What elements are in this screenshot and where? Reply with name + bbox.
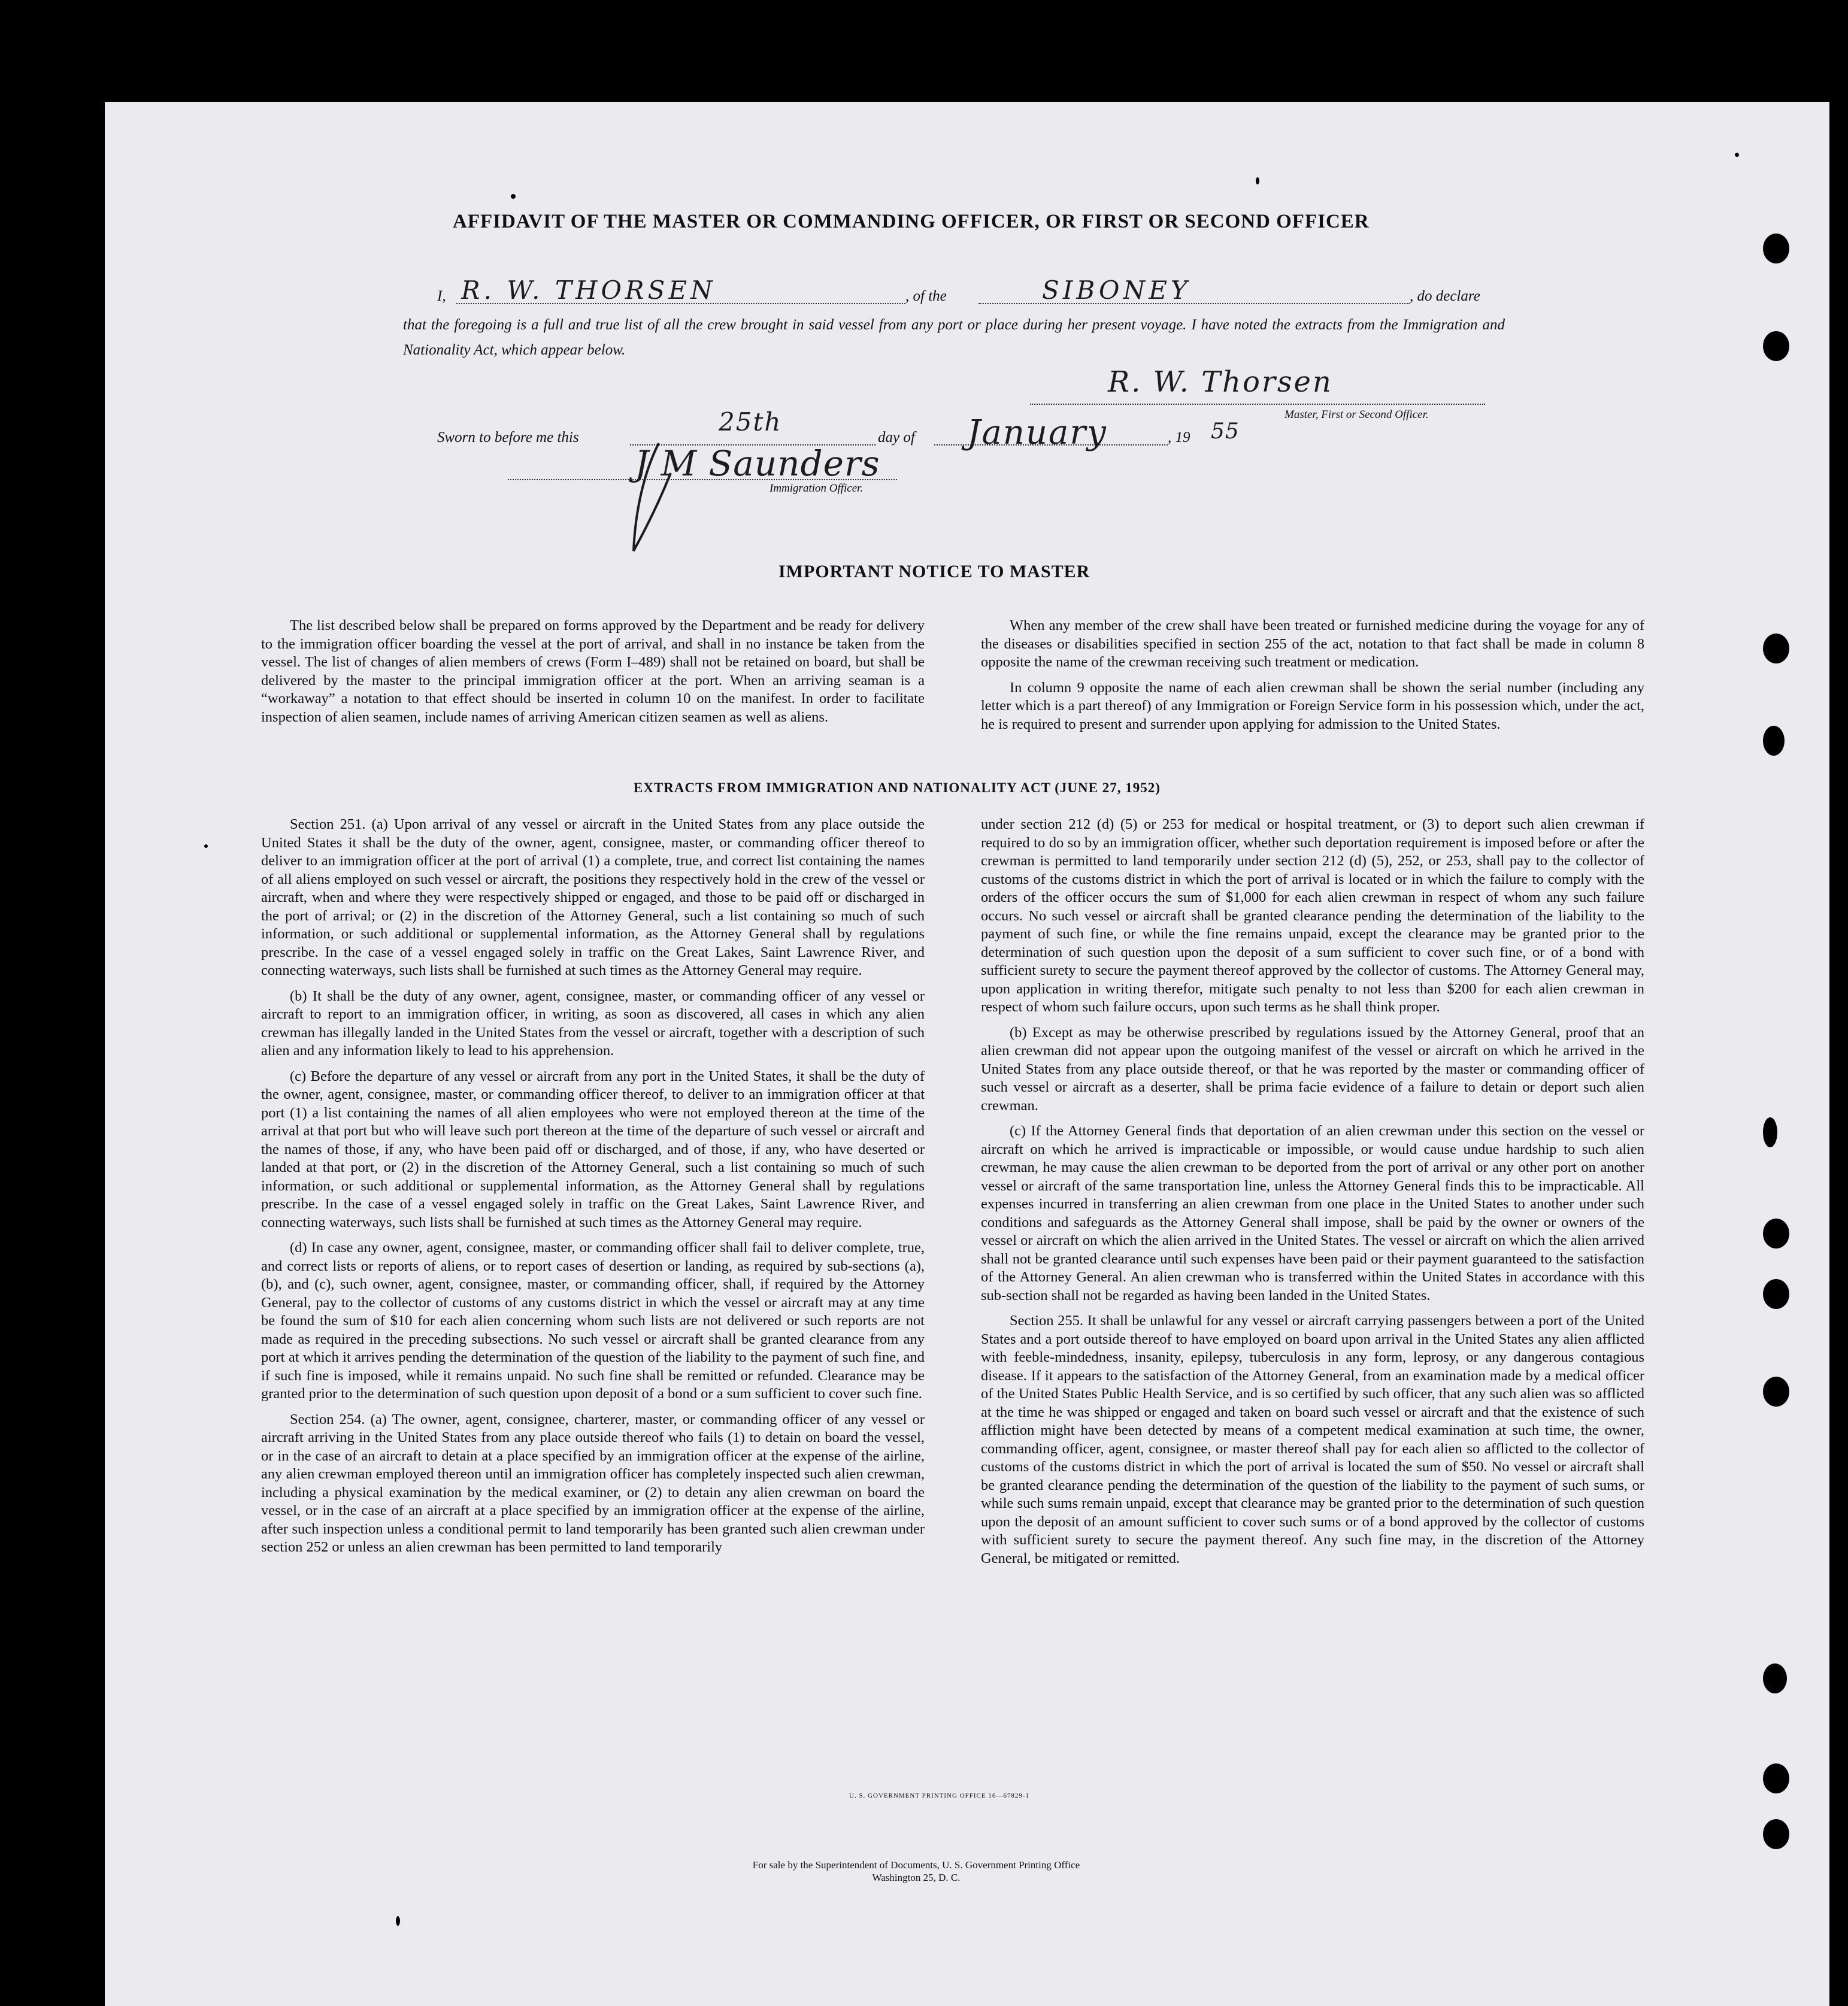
extracts-title: EXTRACTS FROM IMMIGRATION AND NATIONALITY ACT (JUNE 27, 1952) <box>634 780 1161 795</box>
officer-signature: J M Saunders <box>635 443 880 484</box>
binder-hole <box>1763 1219 1789 1249</box>
section-251-a: Section 251. (a) Upon arrival of any vessel or aircraft in the United States from any place outside the United States it shall be the duty of the owner, agent, consignee, master, or commanding officer thereof to deliver to an immigration officer at the port of arrival (1) a complete, true, and correct list containing the names of all aliens employed on such vessel or aircraft, the positions they respectively hold in the crew of the vessel or aircraft, when and where they were respectively shipped or engaged, and those to be paid off or discharged in the port of arrival; or (2) in the discretion of the Attorney General, such a list containing so much of such information, or such additional or supplemental information, as the Attorney General shall by regulations prescribe. In the case of a vessel engaged solely in traffic on the Great Lakes, Saint Lawrence River, and connecting waterways, such lists shall be furnished at such times as the Attorney General may require. <box>261 816 925 978</box>
notice-right-column <box>981 617 1644 741</box>
section-254-c: (c) If the Attorney General finds that deportation of an alien crewman under this section on the vessel or aircraft on which he arrived is impracticable or impossible, or would cause undue hardship to such alien crewman, he may cause the alien crewman to be deported from the port of arrival or any other port on another vessel or aircraft of the same transportation line, unless the Attorney General finds this to be impracticable. All expenses incurred in transferring an alien crewman from one place in the United States to another under such conditions and safeguards as the Attorney General shall impose, shall be paid by the owner or owners of the vessel or aircraft on which the alien arrived in the United States. The vessel or aircraft on which the alien arrived shall not be granted clearance until such expenses have been paid or their payment guaranteed to the satisfaction of the Attorney General. An alien crewman who is transferred within the United States in accordance with this sub-section shall not be regarded as having been landed in the United States. <box>981 1123 1644 1304</box>
master-signature-line <box>1030 404 1485 405</box>
section-251-b: (b) It shall be the duty of any owner, agent, consignee, master, or commanding officer of any vessel or aircraft to report to an immigration officer, in writing, as soon as discovered, all cases in which any alien crewman has illegally landed in the United States from the vessel or aircraft, together with a description of such alien and any information likely to lead to his apprehension. <box>261 987 925 1059</box>
year-handwritten: 55 <box>1211 419 1240 444</box>
section-251-c: (c) Before the departure of any vessel or aircraft from any port in the United States, it shall be the duty of the owner, agent, consignee, master, or commanding officer thereof, to deliver to an immigration officer at that port (1) a list containing the names of all alien employees who were not employed thereon at the time of the arrival at that port but who will leave such port thereon at the time of the departure of such vessel or aircraft and the names of those, if any, who have been paid off or discharged, and of those, if any, who have deserted or landed at that port, or (2) in the discretion of the Attorney General, such a list containing so much of such information, or such additional or supplemental information, as the Attorney General shall by regulations prescribe. In the case of a vessel engaged solely in traffic on the Great Lakes, Saint Lawrence River, and connecting waterways, such lists shall be furnished at such times as the Attorney General may require. <box>261 1068 925 1231</box>
name-handwritten: R. W. THORSEN <box>461 275 716 305</box>
speck <box>396 1916 400 1926</box>
extracts-left-column <box>261 816 925 1564</box>
day-handwritten: 25th <box>719 407 782 437</box>
declaration-prefix: I, <box>437 288 446 304</box>
binder-hole <box>1763 331 1789 361</box>
affidavit-title: AFFIDAVIT OF THE MASTER OR COMMANDING OFFICER, OR FIRST OR SECOND OFFICER <box>453 211 1370 232</box>
binder-hole <box>1763 726 1785 756</box>
speck <box>511 194 516 199</box>
section-254-a: Section 254. (a) The owner, agent, consignee, charterer, master, or commanding officer of any vessel or aircraft arriving in the United States from any place outside thereof who fails (1) to detain on board the vessel, or in the case of an aircraft to detain at a place specified by an immigration officer at the expense of the airline, any alien crewman employed thereon until an immigration officer has completely inspected such alien crewman, including a physical examination by the medical examiner, or (2) to detain any alien crewman on board the vessel, or in the case of an aircraft at a place specified by an immigration officer at the expense of the airline, after such inspection unless a conditional permit to land temporarily has been granted such alien crewman under section 252 or unless an alien crewman has been permitted to land temporarily <box>261 1411 925 1555</box>
section-255: Section 255. It shall be unlawful for any vessel or aircraft carrying passengers between a port of the United States and a port outside thereof to have employed on board upon arrival in the United States any alien afflicted with feeble-mindedness, insanity, epilepsy, tuberculosis in any form, leprosy, or any dangerous contagious disease. If it appears to the satisfaction of the Attorney General, from an examination made by a medical officer of the United States Public Health Service, and is so certified by such officer, that any such alien was so afflicted at the time he was shipped or engaged and taken on board such vessel or aircraft and that the existence of such affliction might have been detected by means of a competent medical examination at such time, the owner, commanding officer, agent, consignee, or master thereof shall pay for each alien so afflicted to the collector of customs of the customs district in which the port of arrival is located the sum of $50. No vessel or aircraft shall be granted clearance pending the determination of the question of the liability to the payment of such sums, or while such sums remain unpaid, except that clearance may be granted prior to the determination of such question upon the deposit of an amount sufficient to cover such sums or of a bond approved by the collector of customs with sufficient surety to secure the payment thereof. Any such fine may, in the discretion of the Attorney General, be mitigated or remitted. <box>981 1313 1644 1566</box>
footer <box>677 1859 1156 1884</box>
master-caption: Master, First or Second Officer. <box>1284 408 1429 421</box>
month-handwritten: January <box>967 413 1107 452</box>
binder-hole <box>1763 1663 1787 1693</box>
binder-hole <box>1763 1819 1789 1849</box>
master-signature: R. W. Thorsen <box>1108 365 1333 399</box>
do-declare-label: , do declare <box>1410 288 1480 304</box>
sworn-label: Sworn to before me this <box>437 429 579 446</box>
binder-hole <box>1763 1377 1789 1407</box>
binder-hole <box>1763 1763 1789 1793</box>
notice-left-paragraph: The list described below shall be prepared on forms approved by the Department and be ready for delivery to the immigration officer boarding the vessel at the port of arrival, and shall in no instance be taken from the vessel. The list of changes of alien members of crews (Form I–489) shall not be retained on board, but shall be delivered by the master to the principal immigration officer at the port. When an arriving seaman is a “workaway” a notation to that effect should be inserted in column 10 on the manifest. In order to facilitate inspection of alien seamen, include names of arriving American citizen seamen as well as aliens. <box>261 617 925 725</box>
section-254-b: (b) Except as may be otherwise prescribed by regulations issued by the Attorney General, proof that an alien crewman did not appear upon the outgoing manifest of the vessel or aircraft on which he arrived in the United States from any place outside thereof, or that he was reported by the master or commanding officer of such vessel or aircraft as a deserter, shall be prima facie evidence of a failure to detain or deport such alien crewman. <box>981 1024 1644 1114</box>
speck <box>1256 177 1259 184</box>
day-of-label: day of <box>878 429 915 446</box>
footer-line-2: Washington 25, D. C. <box>872 1872 961 1883</box>
notice-left-column <box>261 617 925 734</box>
speck <box>204 844 208 848</box>
extracts-right-column <box>981 816 1644 1575</box>
print-line: U. S. GOVERNMENT PRINTING OFFICE 16—67829-1 <box>849 1792 1030 1799</box>
notice-title: IMPORTANT NOTICE TO MASTER <box>778 562 1090 581</box>
notice-right-paragraph-2: In column 9 opposite the name of each alien crewman shall be shown the serial number (including any letter which is a part thereof) of any Immigration or Foreign Service form in his possession which, under the act, he is required to present and surrender upon applying for admission to the United States. <box>981 679 1644 732</box>
vessel-handwritten: SIBONEY <box>1042 275 1191 305</box>
binder-hole <box>1763 1117 1777 1147</box>
footer-line-1: For sale by the Superintendent of Documents, U. S. Government Printing Office <box>752 1859 1080 1871</box>
officer-caption: Immigration Officer. <box>770 482 864 495</box>
binder-hole <box>1763 634 1789 663</box>
notice-right-paragraph-1: When any member of the crew shall have been treated or furnished medicine during the voyage for any of the diseases or disabilities specified in section 255 of the act, notation to that fact shall be made in column 8 opposite the name of the crewman receiving such treatment or medication. <box>981 617 1644 670</box>
binder-hole <box>1763 1279 1789 1309</box>
of-the-label: , of the <box>905 288 947 304</box>
year-prefix: , 19 <box>1168 429 1190 446</box>
section-254-a-continued: under section 212 (d) (5) or 253 for medical or hospital treatment, or (3) to deport such alien crewman if required to do so by an immigration officer, whether such deportation requirement is imposed before or after the crewman is permitted to land temporarily under section 212 (d) (5), 252, or 253, shall pay to the collector of customs of the customs district in which the port of arrival is located or in which the failure to comply with the orders of the officer occurs the sum of $1,000 for each alien crewman in respect of whom any such failure occurs. No such vessel or aircraft shall be granted clearance pending the determination of the liability to the payment of such fine, or while the fine remains unpaid, except the clearance may be granted prior to the determination of such question upon the deposit of a sum sufficient to cover such fine, or of a bond with sufficient surety to secure the payment thereof approved by the collector of customs. The Attorney General may, upon application in writing therefor, mitigate such penalty to not less than $200 for each alien crewman in respect of whom such failure occurs, upon such terms as he shall think proper. <box>981 816 1644 1015</box>
speck <box>1735 153 1739 157</box>
binder-hole <box>1763 234 1789 263</box>
declaration-body: that the foregoing is a full and true list of all the crew brought in said vessel from any port or place during her present voyage. I have noted the extracts from the Immigration and Nationality Act, which appear below. <box>403 317 1505 358</box>
officer-signature-flourish <box>623 437 695 557</box>
section-251-d: (d) In case any owner, agent, consignee, master, or commanding officer shall fail to deliver complete, true, and correct lists or reports of aliens, or to report cases of desertion or landing, as required by sub-sections (a), (b), and (c), such owner, agent, consignee, master, or commanding officer, shall, if required by the Attorney General, pay to the collector of customs of any customs district in which the vessel or aircraft may at any time be found the sum of $10 for each alien concerning whom such lists are not delivered or such reports are not made as required in the preceding subsections. No such vessel or aircraft shall be granted clearance from any port at which it arrives pending the determination of the question of the liability to the payment of such fine, and if such fine is imposed, while it remains unpaid. No such fine shall be remitted or refunded. Clearance may be granted prior to the determination of such question upon deposit of a bond or a sum sufficient to cover such fine. <box>261 1240 925 1402</box>
